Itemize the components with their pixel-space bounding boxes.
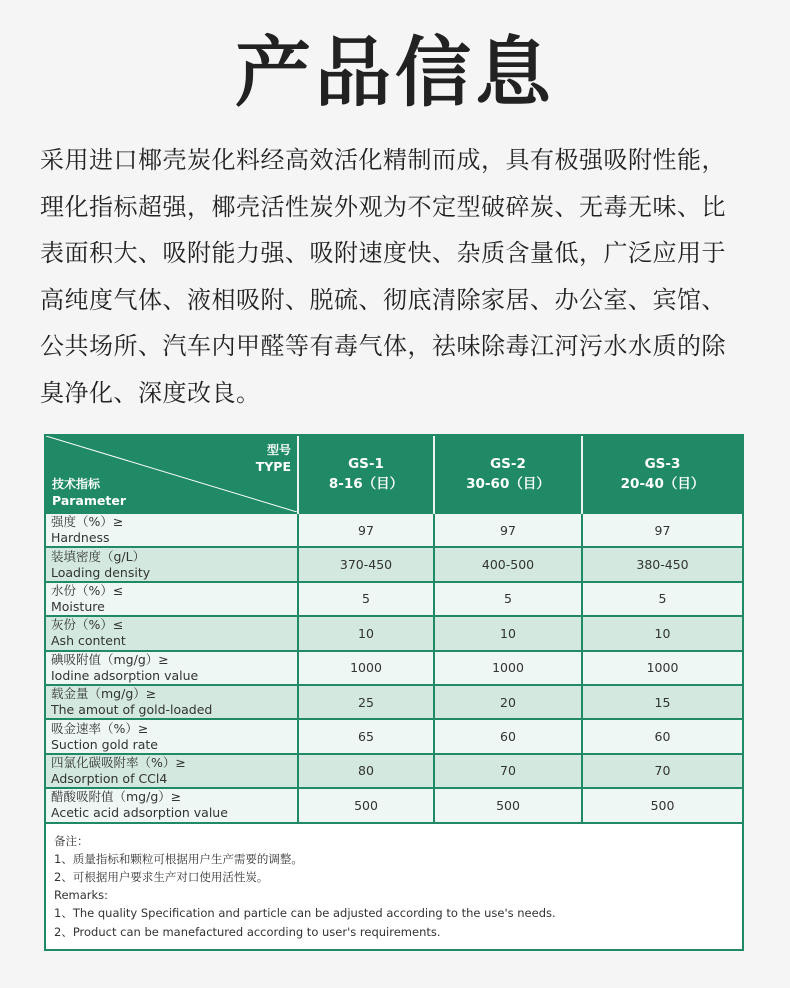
table-body [46, 513, 742, 822]
value-cell: 97 [434, 513, 582, 547]
value-cell: 15 [582, 685, 742, 719]
parameter-name-en: Suction gold rate [51, 736, 159, 752]
parameter-cell [46, 788, 298, 821]
column-header-gs2 [434, 436, 582, 513]
value-cell: 380-450 [582, 547, 742, 581]
table-row [46, 616, 742, 650]
parameter-cell [46, 582, 298, 616]
description-line: 臭净化、深度改良。 [40, 378, 261, 407]
value-cell: 20 [434, 685, 582, 719]
value-cell: 70 [434, 754, 582, 788]
value-cell: 60 [582, 719, 742, 753]
value-cell: 5 [582, 582, 742, 616]
value-cell: 370-450 [298, 547, 434, 581]
table-row [46, 513, 742, 547]
parameter-label-zh: 技术指标 [52, 477, 101, 491]
value-cell: 1000 [582, 651, 742, 685]
table-row [46, 582, 742, 616]
mesh-size: 30-60（目） [466, 476, 550, 492]
column-header-gs1 [298, 436, 434, 513]
remark-line-en: 1、The quality Specification and particle can be adjusted according to the use's needs. [54, 906, 556, 921]
table-row [46, 685, 742, 719]
table-row [46, 651, 742, 685]
remarks-heading-en: Remarks: [54, 888, 109, 903]
table-row [46, 788, 742, 821]
parameter-name-zh: 水份（%）≤ [51, 582, 124, 598]
mesh-size: 8-16（目） [328, 476, 404, 492]
parameter-name-zh: 载金量（mg/g）≥ [51, 686, 157, 702]
parameter-name-zh: 装填密度（g/L） [51, 548, 146, 564]
parameter-name-en: Iodine adsorption value [51, 667, 199, 683]
parameter-cell [46, 547, 298, 581]
value-cell: 500 [298, 788, 434, 821]
description-line: 采用进口椰壳炭化料经高效活化精制而成，具有极强吸附性能， [40, 146, 726, 174]
value-cell: 500 [582, 788, 742, 821]
parameter-label-en: Parameter [52, 493, 126, 508]
parameter-cell [46, 685, 298, 719]
value-cell: 10 [434, 616, 582, 650]
parameter-name-en: Ash content [51, 633, 126, 649]
description-line: 公共场所、汽车内甲醛等有毒气体，祛味除毒江河污水水质的除 [40, 332, 726, 360]
remarks-heading-zh: 备注： [54, 833, 89, 848]
parameter-name-en: Hardness [51, 530, 110, 546]
parameter-name-zh: 吸金速率（%）≥ [51, 720, 149, 736]
product-description [40, 137, 760, 416]
parameter-name-en: Loading density [51, 564, 151, 580]
table-header-row [46, 436, 742, 513]
parameter-name-zh: 醋酸吸附值（mg/g）≥ [51, 789, 182, 805]
parameter-cell [46, 719, 298, 753]
model-name: GS-1 [348, 456, 384, 472]
value-cell: 97 [582, 513, 742, 547]
value-cell: 1000 [434, 651, 582, 685]
description-line: 高纯度气体、液相吸附、脱硫、彻底清除家居、办公室、宾馆、 [40, 285, 726, 314]
table-row [46, 719, 742, 753]
value-cell: 80 [298, 754, 434, 788]
table-row [46, 547, 742, 581]
parameter-name-en: Adsorption of CCl4 [51, 770, 168, 786]
value-cell: 60 [434, 719, 582, 753]
value-cell: 65 [298, 719, 434, 753]
parameter-cell [46, 616, 298, 650]
header-corner-cell [46, 436, 298, 513]
parameter-cell [46, 651, 298, 685]
value-cell: 70 [582, 754, 742, 788]
spec-table-container [44, 434, 744, 951]
value-cell: 400-500 [434, 547, 582, 581]
remark-line-zh: 2、可根据用户要求生产对口使用活性炭。 [54, 869, 269, 884]
parameter-name-en: The amout of gold-loaded [51, 702, 213, 718]
description-line: 表面积大、吸附能力强、吸附速度快、杂质含量低，广泛应用于 [40, 239, 726, 267]
value-cell: 1000 [298, 651, 434, 685]
table-row [46, 754, 742, 788]
remark-line-zh: 1、质量指标和颗粒可根据用户生产需要的调整。 [54, 851, 303, 866]
parameter-name-en: Moisture [51, 598, 105, 614]
parameter-name-en: Acetic acid adsorption value [51, 805, 228, 821]
value-cell: 5 [298, 582, 434, 616]
parameter-cell [46, 513, 298, 547]
model-name: GS-2 [490, 456, 526, 472]
parameter-name-zh: 灰份（%）≤ [51, 617, 124, 633]
remark-line-en: 2、Product can be manefactured according to user's requirements. [54, 924, 441, 939]
parameter-cell [46, 754, 298, 788]
spec-table [46, 436, 742, 822]
value-cell: 10 [582, 616, 742, 650]
type-label-en: TYPE [255, 459, 291, 474]
parameter-name-zh: 四氯化碳吸附率（%）≥ [51, 754, 186, 770]
remarks-section [46, 822, 742, 949]
value-cell: 97 [298, 513, 434, 547]
value-cell: 25 [298, 685, 434, 719]
value-cell: 5 [434, 582, 582, 616]
description-line: 理化指标超强，椰壳活性炭外观为不定型破碎炭、无毒无味、比 [40, 192, 726, 221]
page-title: 产品信息 [235, 28, 555, 117]
value-cell: 10 [298, 616, 434, 650]
mesh-size: 20-40（目） [620, 476, 705, 492]
value-cell: 500 [434, 788, 582, 821]
column-header-gs3 [582, 436, 742, 513]
type-label-zh: 型号 [266, 443, 291, 457]
model-name: GS-3 [644, 456, 681, 472]
parameter-name-zh: 强度（%）≥ [51, 514, 124, 530]
parameter-name-zh: 碘吸附值（mg/g）≥ [51, 651, 169, 667]
